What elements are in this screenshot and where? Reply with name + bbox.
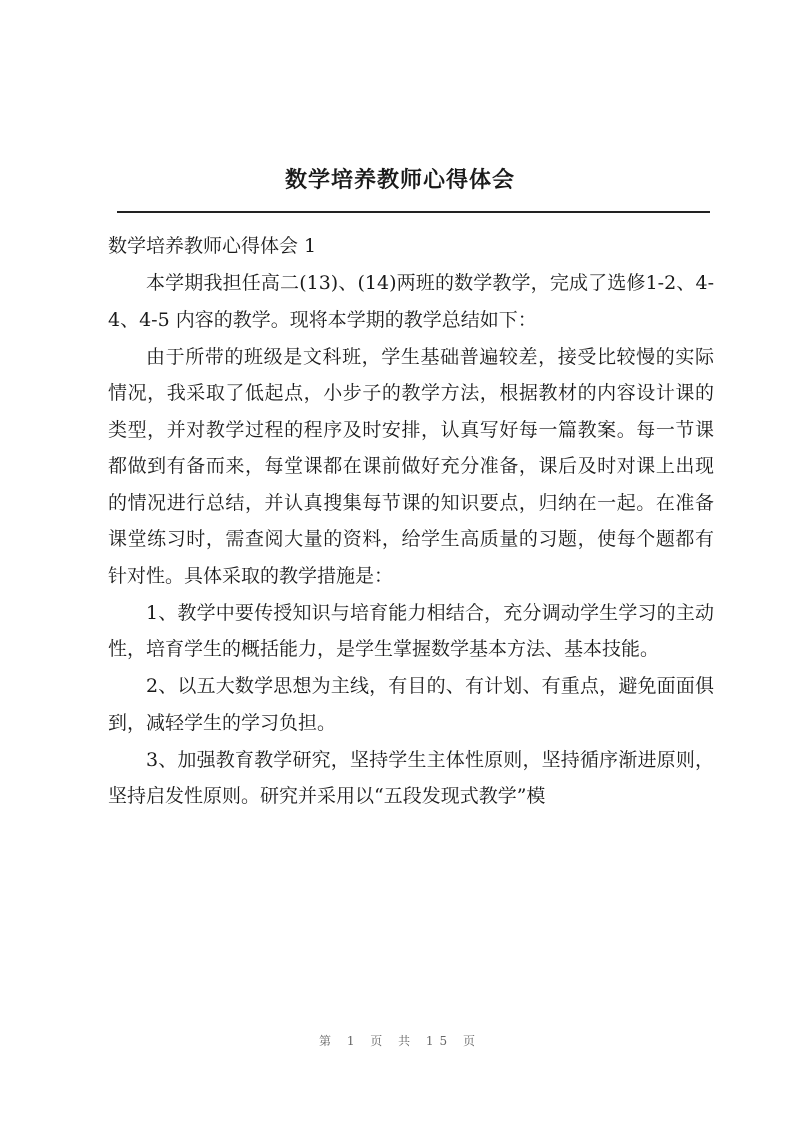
paragraph: 1、教学中要传授知识与培育能力相结合，充分调动学生学习的主动性，培育学生的概括能力，是学生掌握数学基本方法、基本技能。 xyxy=(108,601,714,661)
title-divider xyxy=(117,211,710,213)
page-footer: 第 1 页 共 15 页 xyxy=(319,1034,481,1048)
section-heading: 数学培养教师心得体会 1 xyxy=(108,235,317,257)
paragraph: 3、加强教育教学研究，坚持学生主体性原则，坚持循序渐进原则，坚持启发性原则。研究并采用以“五段发现式教学”模 xyxy=(108,748,714,808)
document-title: 数学培养教师心得体会 xyxy=(284,168,515,193)
paragraph: 由于所带的班级是文科班，学生基础普遍较差，接受比较慢的实际情况，我采取了低起点，小步子的教学方法，根据教材的内容设计课的类型，并对教学过程的程序及时安排，认真写好每一篇教案。每一节课都做到有备而来，每堂课都在课前做好充分准备，课后及时对课上出现的情况进行总结，并认真搜集每节课的知识要点，归纳在一起。在准备课堂练习时，需查阅大量的资料，给学生高质量的习题，使每个题都有针对性。具体采取的教学措施是： xyxy=(108,345,714,587)
paragraph: 本学期我担任高二(13)、(14)两班的数学教学，完成了选修1-2、4-4、4-5 内容的教学。现将本学期的教学总结如下： xyxy=(108,272,714,331)
paragraph: 2、以五大数学思想为主线，有目的、有计划、有重点，避免面面俱到，减轻学生的学习负担。 xyxy=(108,675,714,734)
document-body xyxy=(108,228,714,816)
